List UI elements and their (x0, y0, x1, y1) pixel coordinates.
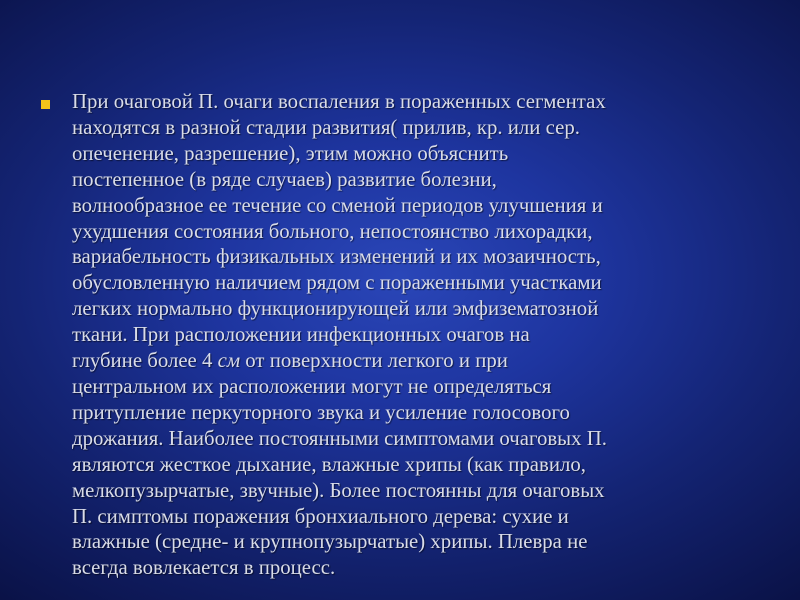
paragraph-line: дрожания. Наиболее постоянными симптомами очаговых П. (72, 426, 607, 450)
paragraph-line: ухудшения состояния больного, непостоянство лихорадки, (72, 219, 593, 243)
bullet-icon (41, 100, 50, 109)
paragraph-line: П. симптомы поражения бронхиального дерева: сухие и (72, 504, 569, 528)
unit-cm: см (217, 349, 241, 373)
paragraph-line: находятся в разной стадии развития( прилив, кр. или сер. (72, 115, 580, 139)
paragraph-segment: от поверхности легкого и при (240, 349, 508, 373)
paragraph-segment: глубине более 4 (72, 349, 218, 373)
paragraph-line: При очаговой П. очаги воспаления в пораженных сегментах (72, 90, 606, 113)
paragraph-line: легких нормально функционирующей или эмфизематозной (72, 297, 599, 321)
paragraph-line: притупление перкуторного звука и усиление голосового (72, 400, 570, 424)
paragraph-line (72, 348, 762, 374)
paragraph-line: вариабельность физикальных изменений и их мозаичность, (72, 245, 601, 269)
paragraph-line: являются жесткое дыхание, влажные хрипы (как правило, (72, 452, 586, 476)
paragraph-line: волнообразное ее течение со сменой периодов улучшения и (72, 193, 603, 217)
paragraph-line: постепенное (в ряде случаев) развитие болезни, (72, 167, 497, 191)
paragraph-line: центральном их расположении могут не определяться (72, 374, 552, 398)
paragraph-line: влажные (средне- и крупнопузырчатые) хрипы. Плевра не (72, 530, 588, 554)
paragraph-line: опеченение, разрешение), этим можно объяснить (72, 141, 509, 165)
paragraph-line: мелкопузырчатые, звучные). Более постоянны для очаговых (72, 478, 605, 502)
paragraph-line: ткани. При расположении инфекционных очагов на (72, 323, 530, 347)
body-paragraph (72, 89, 762, 581)
paragraph-line: всегда вовлекается в процесс. (72, 556, 336, 580)
paragraph-line: обусловленную наличием рядом с пораженными участками (72, 271, 602, 295)
